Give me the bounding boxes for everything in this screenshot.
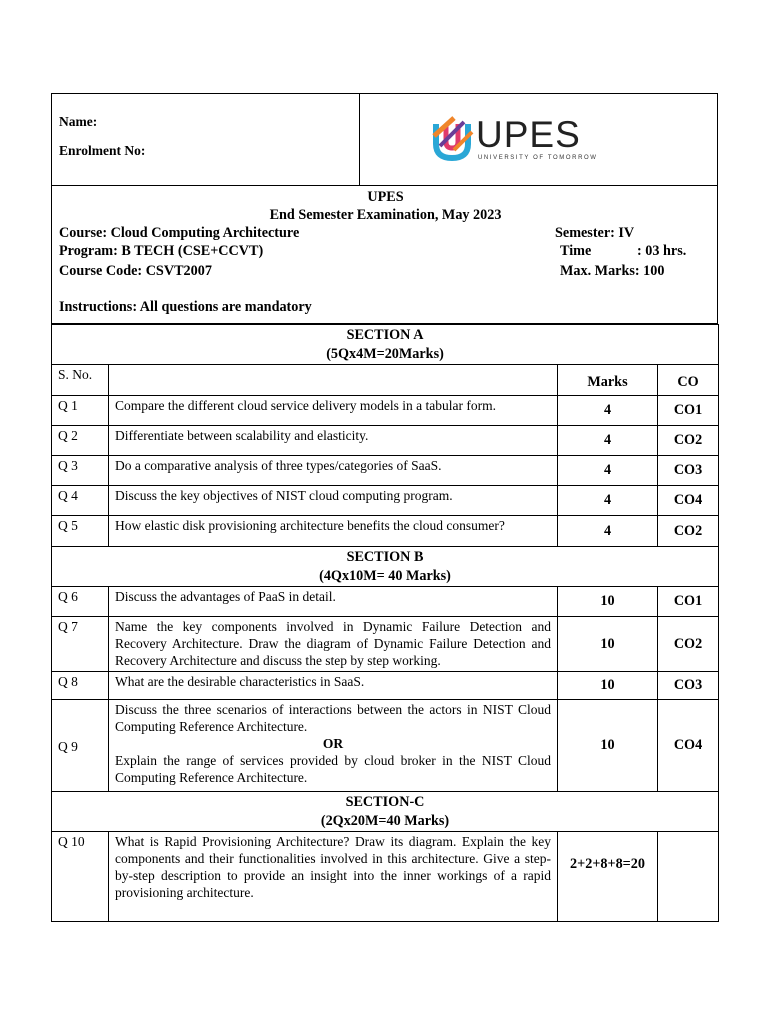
- section-b-title: SECTION B: [346, 548, 424, 565]
- q2-co: CO2: [658, 426, 719, 456]
- header-question: [109, 365, 558, 396]
- university-name: UPES: [367, 189, 404, 205]
- q10-co: [658, 832, 719, 922]
- q8-number: Q 8: [52, 672, 109, 700]
- course-name: Course: Cloud Computing Architecture: [59, 225, 300, 241]
- section-c-row: [52, 792, 719, 832]
- q2-number: Q 2: [52, 426, 109, 456]
- time-label: Time: [560, 243, 592, 259]
- section-a-title: SECTION A: [346, 326, 424, 343]
- time-value: : 03 hrs.: [637, 243, 687, 259]
- name-label: Name:: [59, 114, 98, 129]
- q8-co: CO3: [658, 672, 719, 700]
- section-a-row: [52, 325, 719, 365]
- q9-or: OR: [322, 736, 344, 751]
- q7-co: CO2: [658, 617, 719, 672]
- table-row: [52, 456, 719, 486]
- q4-text: Discuss the key objectives of NIST cloud computing program.: [109, 486, 558, 516]
- q1-marks: 4: [558, 396, 658, 426]
- q5-number: Q 5: [52, 516, 109, 547]
- q7-marks: 10: [558, 617, 658, 672]
- table-row: [52, 426, 719, 456]
- table-header-row: [52, 365, 719, 396]
- q1-text: Compare the different cloud service delivery models in a tabular form.: [109, 396, 558, 426]
- section-c-heading: [52, 792, 719, 832]
- student-details: [52, 94, 360, 185]
- section-a-heading: [52, 325, 719, 365]
- section-c-sub: (2Qx20M=40 Marks): [320, 812, 450, 829]
- table-row: [52, 587, 719, 617]
- q9-marks: 10: [558, 700, 658, 792]
- q8-marks: 10: [558, 672, 658, 700]
- header-marks: Marks: [558, 365, 658, 396]
- header-co: CO: [658, 365, 719, 396]
- enrolment-label: Enrolment No:: [59, 143, 146, 158]
- exam-title: End Semester Examination, May 2023: [269, 207, 502, 223]
- q6-marks: 10: [558, 587, 658, 617]
- table-row: [52, 832, 719, 922]
- q6-number: Q 6: [52, 587, 109, 617]
- logo-tagline: UNIVERSITY OF TOMORROW: [478, 155, 598, 161]
- q9-text-a: Discuss the three scenarios of interactions between the actors in NIST Cloud Computing Reference Architecture.: [115, 702, 551, 734]
- q6-co: CO1: [658, 587, 719, 617]
- section-b-row: [52, 547, 719, 587]
- exam-paper: [51, 93, 718, 922]
- q9-number: Q 9: [52, 700, 109, 792]
- q4-co: CO4: [658, 486, 719, 516]
- q10-marks: 2+2+8+8=20: [558, 832, 658, 922]
- logo-wordmark: UPES: [476, 114, 581, 155]
- upes-logo: [432, 114, 598, 164]
- q4-marks: 4: [558, 486, 658, 516]
- q3-text: Do a comparative analysis of three types/categories of SaaS.: [109, 456, 558, 486]
- questions-table: [51, 324, 719, 922]
- table-row: [52, 672, 719, 700]
- q3-number: Q 3: [52, 456, 109, 486]
- q2-text: Differentiate between scalability and elasticity.: [109, 426, 558, 456]
- section-a-sub: (5Qx4M=20Marks): [326, 345, 444, 362]
- q10-number: Q 10: [52, 832, 109, 922]
- upes-emblem-icon: [432, 114, 476, 164]
- table-row: [52, 486, 719, 516]
- q4-number: Q 4: [52, 486, 109, 516]
- q6-text: Discuss the advantages of PaaS in detail.: [109, 587, 558, 617]
- max-marks: Max. Marks: 100: [560, 263, 665, 279]
- logo-cell: [360, 94, 717, 185]
- q7-text: Name the key components involved in Dynamic Failure Detection and Recovery Architecture. Draw the diagram of Dynamic Failure Detection and Recovery Architecture and discuss the step by step working.: [109, 617, 558, 672]
- q9-co: CO4: [658, 700, 719, 792]
- q8-text: What are the desirable characteristics in SaaS.: [109, 672, 558, 700]
- header-sno: S. No.: [52, 365, 109, 396]
- table-row: [52, 617, 719, 672]
- q5-marks: 4: [558, 516, 658, 547]
- section-b-heading: [52, 547, 719, 587]
- q1-co: CO1: [658, 396, 719, 426]
- q3-marks: 4: [558, 456, 658, 486]
- q1-number: Q 1: [52, 396, 109, 426]
- q3-co: CO3: [658, 456, 719, 486]
- q2-marks: 4: [558, 426, 658, 456]
- semester: Semester: IV: [555, 225, 635, 241]
- course-code: Course Code: CSVT2007: [59, 263, 212, 279]
- table-row: [52, 516, 719, 547]
- q7-number: Q 7: [52, 617, 109, 672]
- q9-text: [109, 700, 558, 792]
- table-row: [52, 700, 719, 792]
- instructions: Instructions: All questions are mandatory: [59, 299, 312, 315]
- paper-header: [51, 93, 718, 186]
- table-row: [52, 396, 719, 426]
- program: Program: B TECH (CSE+CCVT): [59, 243, 264, 259]
- section-b-sub: (4Qx10M= 40 Marks): [319, 567, 451, 584]
- q9-text-b: Explain the range of services provided by cloud broker in the NIST Cloud Computing Reference Architecture.: [115, 753, 551, 785]
- section-c-title: SECTION-C: [345, 793, 425, 810]
- q10-text: What is Rapid Provisioning Architecture? Draw its diagram. Explain the key components and their functionalities involved in this architecture. Give a step-by-step description to provide an insight into the inner workings of a rapid provisioning architecture.: [109, 832, 558, 922]
- exam-info: [51, 186, 718, 324]
- q5-co: CO2: [658, 516, 719, 547]
- q5-text: How elastic disk provisioning architecture benefits the cloud consumer?: [109, 516, 558, 547]
